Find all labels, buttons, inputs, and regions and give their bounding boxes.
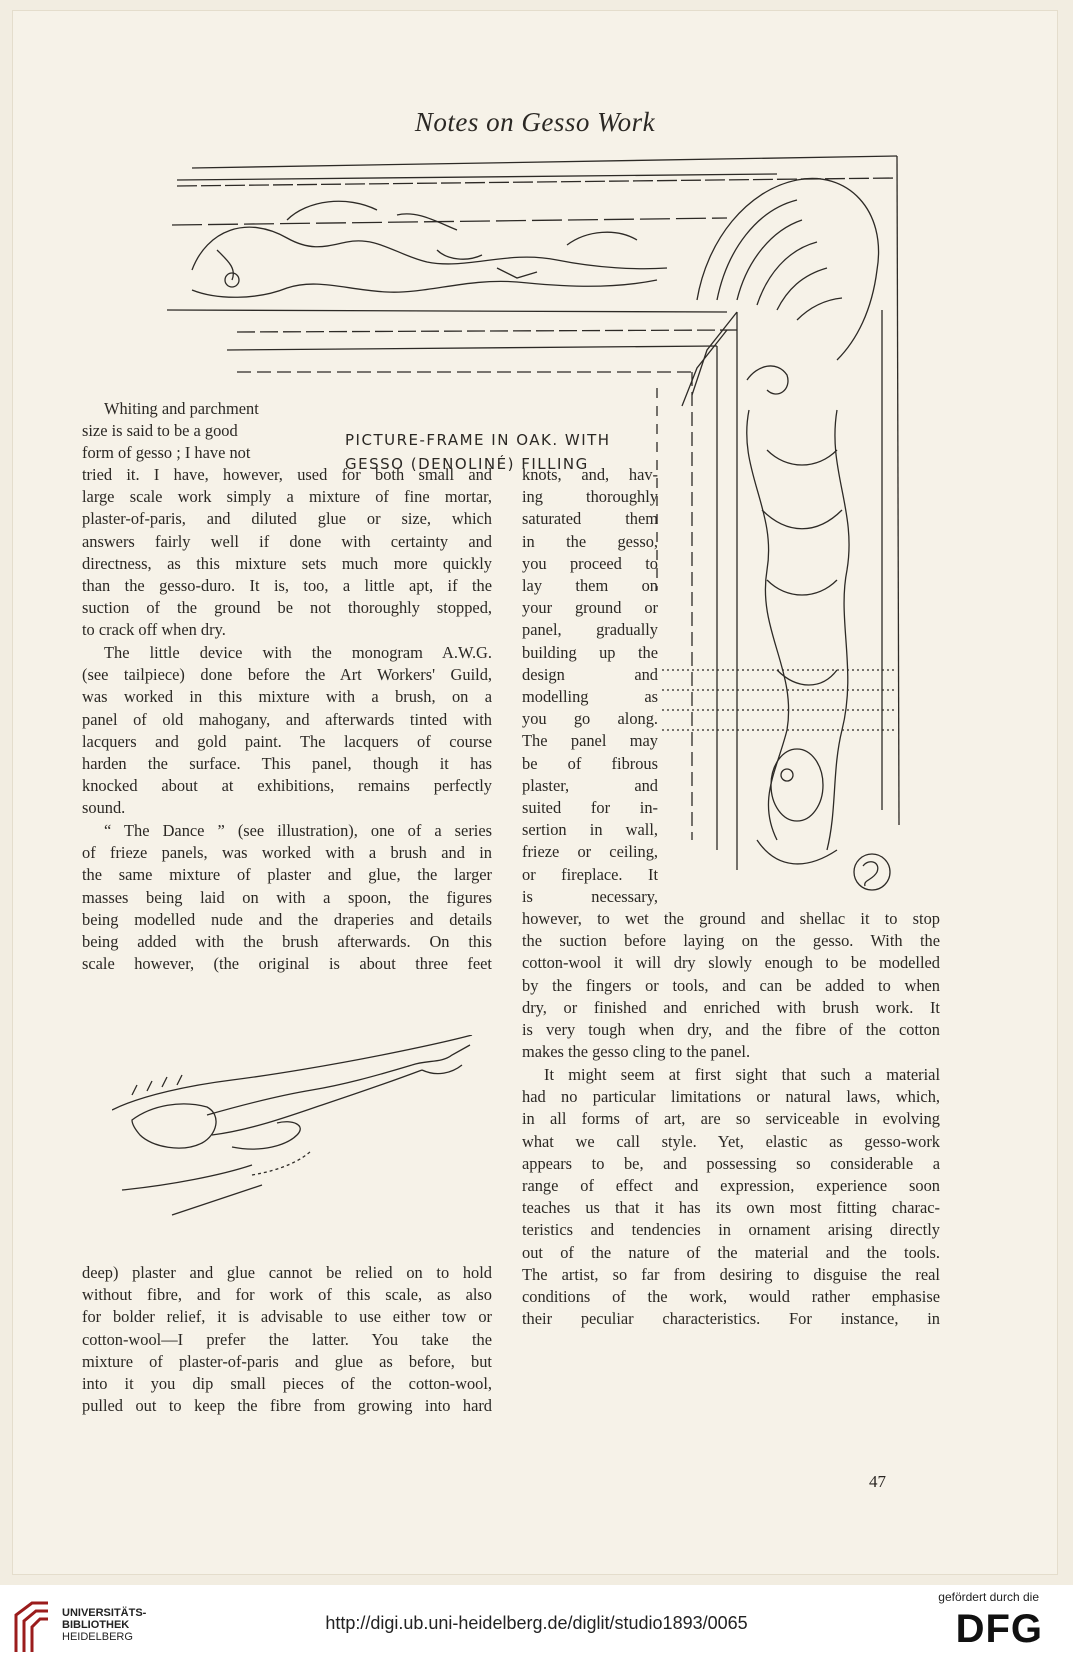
text-line: being modelled nude and the draperies and details — [82, 909, 492, 929]
text-line: your ground or — [522, 598, 658, 618]
text-line: than the gesso-duro. It is, too, a little apt, if the — [82, 576, 492, 596]
text-line: without fibre, and for work of this scale, as also — [82, 1285, 492, 1305]
text-line: masses being laid on with a spoon, the figures — [82, 887, 492, 907]
source-url-link[interactable]: http://digi.ub.uni-heidelberg.de/diglit/studio1893/0065 — [325, 1613, 748, 1633]
text-line: is very tough when dry, and the fibre of the cotton — [522, 1020, 940, 1040]
text-line: by the fingers or tools, and can be added to when — [522, 975, 940, 995]
text-line: mixture of plaster-of-paris and glue as before, but — [82, 1351, 492, 1371]
library-line-2: BIBLIOTHEK — [62, 1619, 130, 1631]
text-line: their peculiar characteristics. For instance, in — [522, 1309, 940, 1329]
left-para-4 — [82, 1262, 492, 1417]
left-intro — [82, 398, 322, 465]
page-title: Notes on Gesso Work — [414, 107, 656, 137]
text-line: into it you dip small pieces of the cotton-wool, — [82, 1374, 492, 1394]
text-line: what we call style. Yet, elastic as gesso-work — [522, 1131, 940, 1151]
text-line: suction of the ground be not thoroughly stopped, — [82, 598, 492, 618]
text-line: lay them on — [522, 576, 658, 596]
funder-label: gefördert durch die — [938, 1590, 1039, 1604]
text-line: design and — [522, 664, 658, 684]
text-line: (see tailpiece) done before the Art Workers' Guild, — [82, 665, 492, 685]
text-line: The little device with the monogram A.W.G. — [104, 643, 492, 662]
text-line: It might seem at first sight that such a material — [544, 1065, 940, 1084]
text-line: pulled out to keep the fibre from growing into hard — [82, 1396, 492, 1416]
text-line: sertion in wall, — [522, 820, 658, 840]
text-line: being added with the brush afterwards. On this — [82, 932, 492, 952]
text-line: plaster, and — [522, 775, 658, 795]
text-line: appears to be, and possessing so considerable a — [522, 1153, 940, 1173]
right-para-1 — [522, 908, 940, 1063]
text-line: you proceed to — [522, 553, 658, 573]
text-line: lacquers and gold paint. The lacquers of course — [82, 731, 492, 751]
text-line: the suction before laying on the gesso. With the — [522, 931, 940, 951]
text-line: of frieze panels, was worked with a brush and in — [82, 843, 492, 863]
text-line: suited for in- — [522, 798, 658, 818]
text-line: building up the — [522, 642, 658, 662]
text-line: knots, and, hav- — [522, 465, 658, 484]
text-line: The panel may — [522, 731, 658, 751]
text-line: was worked in this mixture with a brush, on a — [82, 687, 492, 707]
text-line: range of effect and expression, experience soon — [522, 1176, 940, 1196]
text-line: scale however, (the original is about three feet — [82, 954, 492, 974]
library-line-3: HEIDELBERG — [62, 1631, 133, 1643]
library-line-1: UNIVERSITÄTS- — [62, 1607, 147, 1619]
text-line: ing thoroughly — [522, 487, 658, 507]
text-line: cotton-wool it will dry slowly enough to be modelled — [522, 953, 940, 973]
text-line: teristics and tendencies in ornament arising directly — [522, 1220, 940, 1240]
text-line: form of gesso ; I have not — [82, 443, 251, 463]
text-line: frieze or ceiling, — [522, 842, 658, 862]
text-line: modelling as — [522, 687, 658, 707]
text-line: you go along. — [522, 709, 658, 729]
text-line: sound. — [82, 798, 126, 818]
text-line: size is said to be a good — [82, 421, 238, 441]
left-para-3 — [82, 820, 492, 975]
text-line: be of fibrous — [522, 753, 658, 773]
text-line: in all forms of art, are so serviceable in evolving — [522, 1109, 940, 1129]
text-line: conditions of the work, would rather emphasise — [522, 1287, 940, 1307]
text-line: cotton-wool—I prefer the latter. You take the — [82, 1329, 492, 1349]
text-line: in the gesso, — [522, 531, 658, 551]
footer-bar — [0, 1585, 1073, 1667]
text-line: large scale work simply a mixture of fine mortar, — [82, 487, 492, 507]
text-line: dry, or finished and enriched with brush work. It — [522, 997, 940, 1017]
text-line: for bolder relief, it is advisable to use either tow or — [82, 1307, 492, 1327]
left-para-1 — [82, 464, 492, 642]
text-line: makes the gesso cling to the panel. — [522, 1042, 751, 1062]
caption-line-2: GESSO (DENOLINÉ) FILLING — [345, 455, 589, 473]
dfg-logo: DFG — [955, 1607, 1043, 1651]
text-line: teaches us that it has its own most fitting charac- — [522, 1198, 940, 1218]
text-line: deep) plaster and glue cannot be relied on to hold — [82, 1263, 492, 1282]
text-line: had no particular limitations or natural laws, which, — [522, 1087, 940, 1107]
text-line: is necessary, — [522, 886, 658, 906]
text-line: or fireplace. It — [522, 864, 658, 884]
text-line: saturated them — [522, 509, 658, 529]
text-line: panel of old mahogany, and afterwards tinted with — [82, 709, 492, 729]
caption-line-1: PICTURE-FRAME IN OAK. WITH — [345, 431, 611, 449]
text-line: tried it. I have, however, used for both small and — [82, 465, 492, 484]
text-line: panel, gradually — [522, 620, 658, 640]
scanned-page — [12, 10, 1058, 1575]
right-para-2 — [522, 1064, 940, 1330]
text-line: out of the nature of the material and the tools. — [522, 1242, 940, 1262]
text-line: “ The Dance ” (see illustration), one of a series — [104, 821, 492, 840]
text-line: plaster-of-paris, and diluted glue or size, which — [82, 509, 492, 529]
text-line: harden the surface. This panel, though it has — [82, 754, 492, 774]
left-para-2 — [82, 642, 492, 820]
text-line: knocked about at exhibitions, remains perfectly — [82, 776, 492, 796]
text-line: the same mixture of plaster and glue, the larger — [82, 865, 492, 885]
page-number: 47 — [869, 1472, 886, 1491]
text-line: to crack off when dry. — [82, 620, 226, 640]
text-line: Whiting and parchment — [104, 399, 259, 418]
arm-sketch-illustration — [112, 1035, 522, 1240]
text-line: The artist, so far from desiring to disguise the real — [522, 1264, 940, 1284]
right-narrow-column — [522, 464, 658, 908]
text-line: directness, as this mixture sets much more quickly — [82, 553, 492, 573]
text-line: answers fairly well if done with certainty and — [82, 531, 492, 551]
text-line: however, to wet the ground and shellac it to stop — [522, 909, 940, 928]
